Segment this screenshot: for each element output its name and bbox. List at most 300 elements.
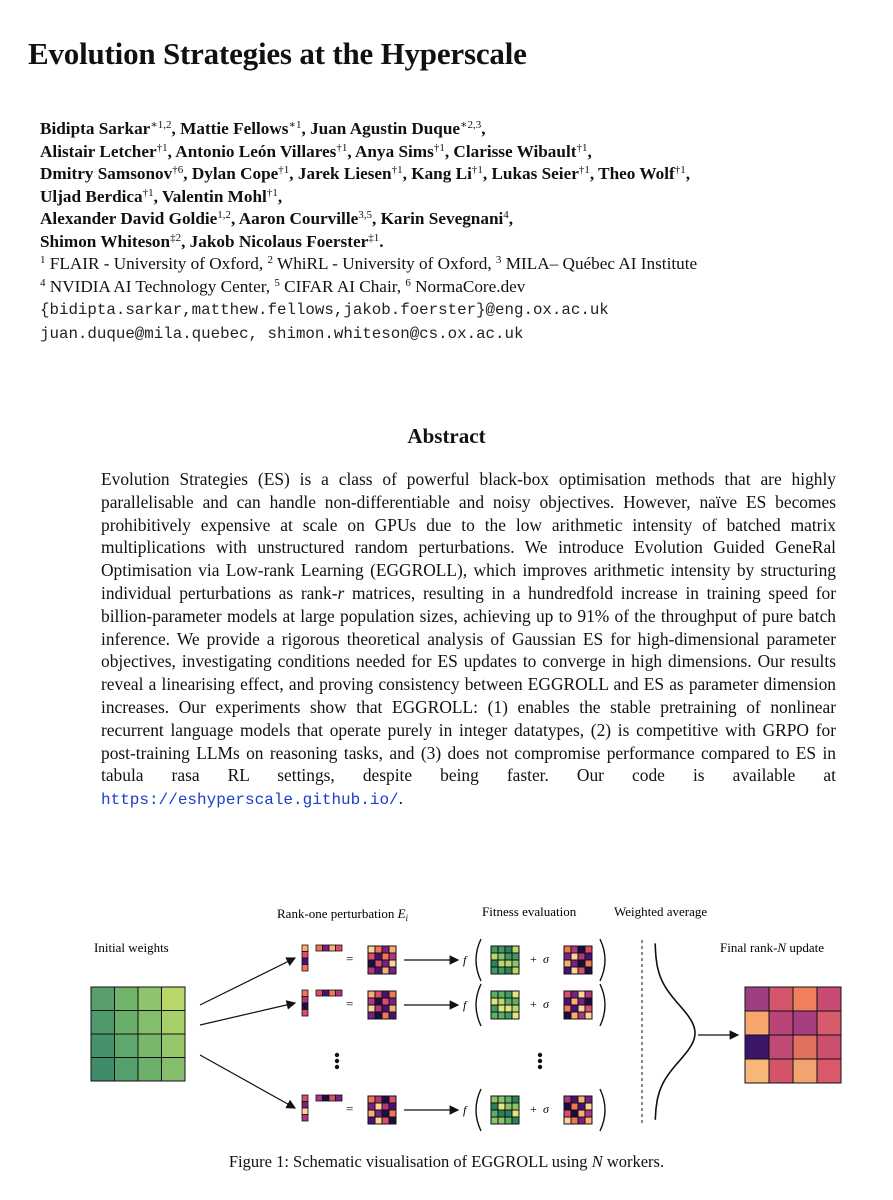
final-update-cell — [769, 1011, 793, 1035]
author-separator: , — [402, 164, 412, 183]
perturbation-matrix-cell — [389, 953, 396, 960]
perturbation-row-vector-cell — [329, 945, 336, 951]
weights-grid-cell — [505, 1103, 512, 1110]
author-name: Valentin Mohl — [161, 186, 267, 206]
author-name: Dmitry Samsonov — [40, 164, 173, 183]
perturbation-row-vector-cell — [316, 945, 323, 951]
perturbation-matrix-cell — [389, 1096, 396, 1103]
worker-arrow — [200, 958, 295, 1005]
weights-grid-cell — [498, 946, 505, 953]
initial-weights-cell — [138, 987, 162, 1011]
author-separator: , — [444, 141, 454, 161]
initial-weights-cell — [115, 987, 139, 1011]
weights-grid-cell — [512, 991, 519, 998]
weights-grid-cell — [491, 946, 498, 953]
perturbation-row-vector-cell — [336, 945, 343, 951]
ellipsis-dot — [538, 1065, 542, 1069]
affiliation-number: 5 — [274, 276, 280, 289]
author-name: Alexander David Goldie — [40, 209, 218, 228]
perturbation-matrix-cell — [389, 991, 396, 998]
abstract-text: matrices, resulting in a hundredfold increase in training speed for billion-parameter models at large population sizes, achieving up to 91% of the throughput of pure batch inference. We provide a rigorous theoretical analysis of Gaussian ES for high-dimensional parameter objectives, investigating conditions needed for ES updates to converge in high dimensions. Our results reveal a linearising effect, and proving consistency between EGGROLL and ES as parameter dimension increases. Our experiments show that EGGROLL: (1) enables the stable pretraining of nonlinear recurrent language models that operate purely in integer datatypes, (2) is competitive with GRPO for post-training LLMs on reasoning tasks, and (3) does not compromise performance compared to ES in tabula rasa RL settings, despite being faster. Our code is available at — [101, 582, 836, 786]
weights-grid-cell — [505, 967, 512, 974]
author-name: Alistair Letcher — [40, 141, 157, 161]
perturbation-matrix-cell — [571, 1096, 578, 1103]
author-name: Anya Sims — [355, 141, 434, 161]
perturbation-matrix-cell — [382, 1110, 389, 1117]
perturbation-matrix-cell — [375, 1005, 382, 1012]
perturbation-matrix-cell — [382, 1096, 389, 1103]
perturbation-row-vector-cell — [323, 1095, 330, 1101]
author-affiliation-mark: †1 — [156, 141, 168, 154]
fitness-function-f: f — [463, 1103, 467, 1117]
author-separator: , — [153, 186, 162, 206]
affiliation-text: MILA– Québec AI Institute — [501, 254, 698, 273]
perturbation-matrix-cell — [578, 1005, 585, 1012]
final-update-cell — [745, 1035, 769, 1059]
final-update-cell — [817, 1035, 841, 1059]
perturbation-matrix-cell — [578, 998, 585, 1005]
weights-grid-cell — [498, 1110, 505, 1117]
author-separator: , — [347, 141, 356, 161]
left-paren — [476, 1089, 481, 1131]
perturbation-matrix-cell — [564, 1012, 571, 1019]
perturbation-matrix-cell — [578, 1012, 585, 1019]
author-separator: , — [685, 164, 690, 183]
author-line — [40, 208, 880, 231]
author-affiliation-mark: †1 — [142, 186, 154, 199]
gaussian-weighting-curve — [655, 943, 695, 1119]
final-update-cell — [817, 1011, 841, 1035]
initial-weights-cell — [115, 1058, 139, 1082]
perturbation-matrix-cell — [571, 953, 578, 960]
caption-text: Figure 1: Schematic visualisation of EGGROLL using — [228, 1152, 592, 1171]
abstract-text: Evolution Strategies (ES) is a class of powerful black-box optimisation methods that are highly parallelisable and can handle non-differentiable and noisy objectives. However, naïve ES becomes prohibitively expensive at scale on GPUs due to the low arithmetic intensity of batched matrix multiplications with unstructured random perturbations. We introduce Evolution Guided GeneRal Optimisation via Low-rank Learning (EGGROLL), which improves arithmetic intensity by structuring individual perturbations as rank- — [101, 469, 836, 603]
affiliation-number: 2 — [267, 254, 273, 266]
perturbation-matrix-cell — [389, 960, 396, 967]
weights-grid-cell — [512, 1103, 519, 1110]
perturbation-matrix-cell — [389, 967, 396, 974]
ellipsis-dot — [335, 1065, 339, 1069]
weights-grid-cell — [512, 1012, 519, 1019]
perturbation-matrix-cell — [578, 991, 585, 998]
author-affiliation-mark: ‡2 — [170, 231, 182, 244]
weights-grid-cell — [505, 1012, 512, 1019]
weights-grid-cell — [505, 991, 512, 998]
ellipsis-dot — [538, 1059, 542, 1063]
abstract-text: . — [398, 788, 404, 809]
perturbation-matrix-cell — [368, 946, 375, 953]
weights-grid-cell — [505, 1096, 512, 1103]
final-update-label: Final rank-N update — [720, 940, 824, 955]
perturbation-matrix-cell — [375, 967, 382, 974]
perturbation-matrix-cell — [578, 1117, 585, 1124]
affiliation-number: 1 — [40, 254, 46, 266]
author-affiliation-mark: †1 — [278, 164, 290, 176]
perturbation-matrix-cell — [368, 967, 375, 974]
figure-1 — [0, 895, 893, 1117]
initial-weights-label: Initial weights — [94, 940, 169, 955]
initial-weights-cell — [91, 1034, 115, 1058]
final-update-cell — [745, 1059, 769, 1083]
author-block — [40, 118, 880, 346]
author-affiliation-mark: †1 — [578, 164, 590, 176]
perturbation-matrix-cell — [571, 1103, 578, 1110]
weights-grid-cell — [512, 1110, 519, 1117]
initial-weights-cell — [138, 1034, 162, 1058]
perturbation-matrix-cell — [564, 953, 571, 960]
perturbation-row-vector-cell — [329, 1095, 336, 1101]
perturbation-matrix-cell — [368, 1096, 375, 1103]
email-line: {bidipta.sarkar,matthew.fellows,jakob.foerster}@eng.ox.ac.uk — [40, 301, 609, 319]
author-name: Clarisse Wibault — [453, 141, 577, 161]
weighted-average-label: Weighted average — [614, 904, 708, 919]
author-separator: , — [171, 119, 181, 138]
perturbation-column-vector-cell — [302, 958, 308, 965]
equals-sign: = — [346, 1101, 354, 1116]
weights-grid-cell — [491, 1012, 498, 1019]
perturbation-matrix-cell — [571, 946, 578, 953]
perturbation-column-vector-cell — [302, 1115, 308, 1122]
perturbation-matrix-cell — [368, 1110, 375, 1117]
perturbation-matrix-cell — [564, 946, 571, 953]
perturbation-matrix-cell — [368, 1117, 375, 1124]
final-update-cell — [793, 1059, 817, 1083]
caption-text: workers. — [602, 1152, 665, 1171]
weights-grid-cell — [512, 967, 519, 974]
author-name: Theo Wolf — [598, 164, 675, 183]
weights-grid-cell — [498, 967, 505, 974]
author-separator: , — [508, 209, 514, 228]
author-name: Juan Agustin Duque — [310, 119, 461, 138]
weights-grid-cell — [491, 998, 498, 1005]
weights-grid-cell — [512, 1005, 519, 1012]
author-name: Jakob Nicolaus Foerster — [189, 231, 369, 251]
perturbation-matrix-cell — [585, 1096, 592, 1103]
perturbation-matrix-cell — [389, 946, 396, 953]
affiliation-number: 4 — [40, 276, 46, 289]
author-affiliation-mark: †1 — [674, 164, 686, 176]
perturbation-column-vector-cell — [302, 1010, 308, 1017]
affiliation-text: CIFAR AI Chair, — [279, 276, 406, 296]
code-link[interactable]: https://eshyperscale.github.io/ — [101, 791, 399, 810]
perturbation-matrix-cell — [375, 991, 382, 998]
perturbation-matrix-cell — [585, 967, 592, 974]
weights-grid-cell — [491, 1005, 498, 1012]
author-name: Jarek Liesen — [297, 164, 392, 183]
perturbation-matrix-cell — [585, 998, 592, 1005]
author-affiliation-mark: †1 — [266, 186, 278, 199]
perturbation-matrix-cell — [564, 1117, 571, 1124]
final-update-cell — [793, 1011, 817, 1035]
weights-grid-cell — [512, 998, 519, 1005]
abstract-rank-symbol: r — [337, 582, 345, 603]
perturbation-matrix-cell — [375, 1012, 382, 1019]
ellipsis-dot — [538, 1053, 542, 1057]
author-separator: , — [167, 141, 176, 161]
author-affiliation-mark: †1 — [391, 164, 403, 176]
perturbation-matrix-cell — [382, 960, 389, 967]
author-separator: , — [301, 119, 311, 138]
author-affiliation-mark: ∗1,2 — [150, 119, 172, 131]
perturbation-matrix-cell — [375, 960, 382, 967]
author-affiliation-mark: 1,2 — [217, 209, 232, 221]
initial-weights-cell — [91, 1011, 115, 1035]
initial-weights-cell — [162, 1011, 186, 1035]
affiliation-number: 6 — [405, 276, 411, 289]
initial-weights-cell — [162, 1058, 186, 1082]
abstract-body — [101, 468, 836, 812]
weights-grid-cell — [491, 1096, 498, 1103]
final-update-cell — [817, 987, 841, 1011]
weights-grid-cell — [491, 1110, 498, 1117]
weights-grid-cell — [512, 946, 519, 953]
weights-grid-cell — [512, 1096, 519, 1103]
perturbation-matrix-cell — [578, 1096, 585, 1103]
initial-weights-cell — [138, 1011, 162, 1035]
initial-weights-cell — [138, 1058, 162, 1082]
right-paren — [600, 984, 605, 1026]
perturbation-row-vector-cell — [316, 990, 323, 996]
perturbation-matrix-cell — [375, 1110, 382, 1117]
perturbation-matrix-cell — [382, 998, 389, 1005]
author-line — [40, 186, 880, 209]
affiliation-text: NVIDIA AI Technology Center, — [45, 276, 275, 296]
author-separator: , — [181, 231, 190, 251]
perturbation-matrix-cell — [382, 946, 389, 953]
figure-caption — [0, 1152, 893, 1172]
perturbation-column-vector-cell — [302, 1003, 308, 1010]
perturbation-column-vector-cell — [302, 997, 308, 1004]
weights-grid-cell — [491, 991, 498, 998]
weights-grid-cell — [512, 1117, 519, 1124]
perturbation-matrix-cell — [382, 1103, 389, 1110]
perturbation-matrix-cell — [382, 967, 389, 974]
equals-sign: = — [346, 996, 354, 1011]
perturbation-matrix-cell — [389, 1110, 396, 1117]
final-update-cell — [817, 1059, 841, 1083]
plus-sign: + — [530, 997, 537, 1011]
author-affiliation-mark: 3,5 — [358, 209, 372, 221]
perturbation-matrix-cell — [564, 998, 571, 1005]
author-affiliation-mark: †6 — [172, 164, 184, 176]
initial-weights-cell — [162, 1034, 186, 1058]
author-line — [40, 141, 880, 164]
perturbation-matrix-cell — [585, 991, 592, 998]
perturbation-row-vector-cell — [323, 990, 330, 996]
perturbation-matrix-cell — [564, 967, 571, 974]
author-line — [40, 231, 880, 254]
author-name: Karin Sevegnani — [380, 209, 504, 228]
perturbation-matrix-cell — [375, 953, 382, 960]
weights-grid-cell — [498, 1096, 505, 1103]
perturbation-matrix-cell — [578, 960, 585, 967]
weights-grid-cell — [491, 953, 498, 960]
perturbation-matrix-cell — [578, 967, 585, 974]
initial-weights-cell — [115, 1034, 139, 1058]
author-separator: , — [289, 164, 298, 183]
perturbation-matrix-cell — [368, 1012, 375, 1019]
weights-grid-cell — [505, 998, 512, 1005]
author-affiliation-mark: 4 — [503, 209, 509, 221]
perturbation-row-vector-cell — [329, 990, 336, 996]
perturbation-column-vector-cell — [302, 1102, 308, 1109]
final-update-cell — [769, 1059, 793, 1083]
perturbation-row-vector-cell — [336, 990, 343, 996]
perturbation-matrix-cell — [564, 1110, 571, 1117]
perturbation-matrix-cell — [389, 998, 396, 1005]
initial-weights-cell — [115, 1011, 139, 1035]
sigma-symbol: σ — [543, 997, 549, 1011]
perturbation-matrix-cell — [578, 946, 585, 953]
author-name: Antonio León Villares — [175, 141, 337, 161]
equals-sign: = — [346, 951, 354, 966]
final-update-cell — [745, 987, 769, 1011]
fitness-function-f: f — [463, 953, 467, 967]
author-name: Aaron Courville — [238, 209, 359, 228]
weights-grid-cell — [491, 967, 498, 974]
author-separator: , — [482, 164, 492, 183]
weights-grid-cell — [498, 953, 505, 960]
perturbation-matrix-cell — [368, 1103, 375, 1110]
author-affiliation-mark: ‡1 — [368, 231, 380, 244]
perturbation-matrix-cell — [382, 1005, 389, 1012]
author-name: Shimon Whiteson — [40, 231, 171, 251]
perturbation-matrix-cell — [571, 960, 578, 967]
final-update-cell — [793, 987, 817, 1011]
perturbation-matrix-cell — [375, 1117, 382, 1124]
affiliation-line — [40, 276, 880, 299]
perturbation-matrix-cell — [571, 991, 578, 998]
weights-grid-cell — [512, 953, 519, 960]
initial-weights-cell — [162, 987, 186, 1011]
perturbation-matrix-cell — [382, 1012, 389, 1019]
weights-grid-cell — [498, 1117, 505, 1124]
perturbation-matrix-cell — [368, 953, 375, 960]
perturbation-matrix-cell — [578, 1110, 585, 1117]
author-separator: , — [277, 186, 283, 206]
author-separator: , — [231, 209, 239, 228]
perturbation-label: Rank-one perturbation $E_i$ — [277, 906, 409, 923]
author-name: Dylan Cope — [191, 164, 279, 183]
weights-grid-cell — [505, 946, 512, 953]
perturbation-matrix-cell — [382, 953, 389, 960]
weights-grid-cell — [491, 1103, 498, 1110]
perturbation-matrix-cell — [571, 1005, 578, 1012]
weights-grid-cell — [505, 960, 512, 967]
author-affiliation-mark: ∗2,3 — [460, 119, 482, 131]
worker-arrow — [200, 1003, 295, 1025]
perturbation-matrix-cell — [585, 1103, 592, 1110]
perturbation-matrix-cell — [571, 1110, 578, 1117]
right-paren — [600, 1089, 605, 1131]
fitness-label: Fitness evaluation — [482, 904, 577, 919]
author-line — [40, 118, 880, 141]
ellipsis-dot — [335, 1053, 339, 1057]
weights-grid-cell — [512, 960, 519, 967]
perturbation-matrix-cell — [368, 998, 375, 1005]
perturbation-matrix-cell — [564, 1096, 571, 1103]
author-line — [40, 163, 880, 186]
perturbation-matrix-cell — [585, 1117, 592, 1124]
perturbation-matrix-cell — [585, 946, 592, 953]
author-separator: , — [587, 141, 592, 161]
perturbation-matrix-cell — [382, 991, 389, 998]
author-name: Bidipta Sarkar — [40, 119, 151, 138]
affiliation-line — [40, 253, 880, 276]
weights-grid-cell — [498, 1005, 505, 1012]
perturbation-matrix-cell — [578, 1103, 585, 1110]
perturbation-matrix-cell — [375, 1096, 382, 1103]
perturbation-matrix-cell — [389, 1012, 396, 1019]
affiliation-text: NormaCore.dev — [410, 276, 526, 296]
weights-grid-cell — [505, 1117, 512, 1124]
sigma-symbol: σ — [543, 952, 549, 966]
affiliation-lines — [40, 253, 880, 298]
perturbation-column-vector-cell — [302, 1108, 308, 1115]
author-affiliation-mark: †1 — [576, 141, 588, 154]
perturbation-row-vector-cell — [323, 945, 330, 951]
author-lines — [40, 118, 880, 253]
final-update-cell — [793, 1035, 817, 1059]
perturbation-matrix-cell — [564, 991, 571, 998]
perturbation-matrix-cell — [382, 1117, 389, 1124]
ellipsis-dot — [335, 1059, 339, 1063]
weights-grid-cell — [505, 1110, 512, 1117]
final-update-cell — [745, 1011, 769, 1035]
author-name: Kang Li — [411, 164, 472, 183]
eggroll-schematic — [0, 895, 893, 1135]
perturbation-matrix-cell — [389, 1005, 396, 1012]
author-separator: , — [183, 164, 192, 183]
affiliation-text: WhiRL - University of Oxford, — [272, 254, 496, 273]
affiliation-text: FLAIR - University of Oxford, — [45, 254, 268, 273]
perturbation-column-vector-cell — [302, 952, 308, 959]
weights-grid-cell — [498, 1103, 505, 1110]
weights-grid-cell — [505, 953, 512, 960]
initial-weights-cell — [91, 987, 115, 1011]
perturbation-column-vector-cell — [302, 945, 308, 952]
paper-title: Evolution Strategies at the Hyperscale — [28, 36, 527, 71]
perturbation-matrix-cell — [389, 1117, 396, 1124]
email-line: juan.duque@mila.quebec, shimon.whiteson@cs.ox.ac.uk — [40, 325, 524, 343]
perturbation-matrix-cell — [375, 998, 382, 1005]
perturbation-matrix-cell — [585, 953, 592, 960]
perturbation-matrix-cell — [578, 953, 585, 960]
perturbation-matrix-cell — [564, 1103, 571, 1110]
weights-grid-cell — [491, 1117, 498, 1124]
perturbation-matrix-cell — [585, 1012, 592, 1019]
author-name: Uljad Berdica — [40, 186, 143, 206]
final-update-cell — [769, 1035, 793, 1059]
weights-grid-cell — [498, 960, 505, 967]
sigma-symbol: σ — [543, 1102, 549, 1116]
author-name: Lukas Seier — [491, 164, 579, 183]
plus-sign: + — [530, 1102, 537, 1116]
perturbation-row-vector-cell — [336, 1095, 343, 1101]
perturbation-matrix-cell — [368, 1005, 375, 1012]
weights-grid-cell — [498, 991, 505, 998]
right-paren — [600, 939, 605, 981]
affiliation-number: 3 — [495, 254, 502, 266]
caption-symbol: N — [591, 1152, 603, 1171]
perturbation-matrix-cell — [585, 960, 592, 967]
left-paren — [476, 939, 481, 981]
author-name: Mattie Fellows — [180, 119, 289, 138]
weights-grid-cell — [505, 1005, 512, 1012]
weights-grid-cell — [491, 960, 498, 967]
author-separator: , — [481, 119, 486, 138]
fitness-function-f: f — [463, 998, 467, 1012]
